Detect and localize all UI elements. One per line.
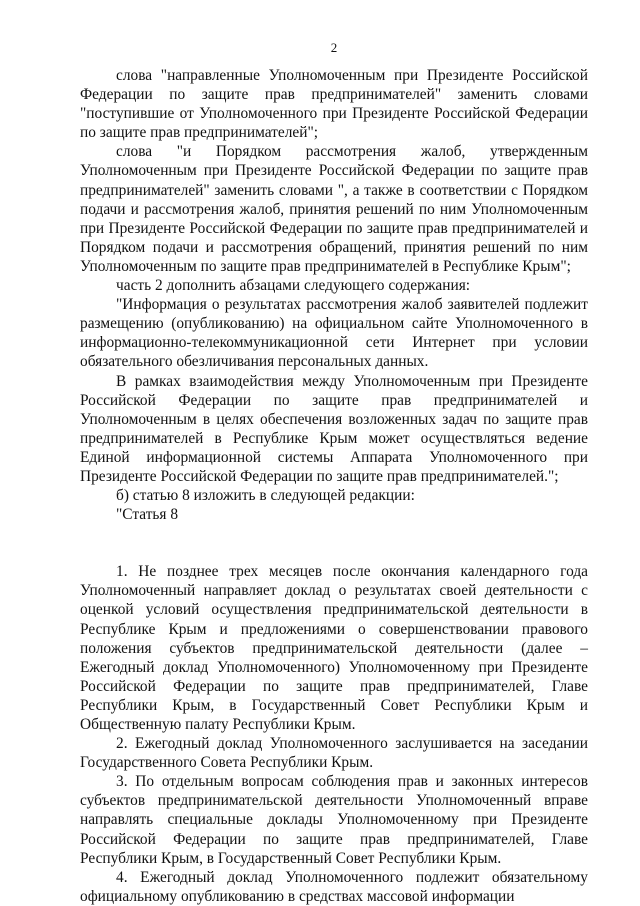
paragraph-part-2-amendment: часть 2 дополнить абзацами следующего содержания: <box>116 277 471 295</box>
paragraph-article-8-intro: б) статью 8 изложить в следующей редакции: <box>116 487 415 505</box>
document-page <box>80 40 588 906</box>
paragraph-interaction: В рамках взаимодействия между Уполномоченным при Президенте Российской Федерации по защите прав предпринимателей и Уполномоченным в целях обеспечения возложенных задач по защите прав предпринимателей в Республике Крым может осуществляться ведение Единой информационной системы Аппарата Уполномоченного при Президенте Российской Федерации по защите прав предпринимателей."; <box>80 372 588 485</box>
paragraph-replace-words-1: слова "направленные Уполномоченным при Президенте Российской Федерации по защите прав предпринимателей" заменить словами "поступившие от Уполномоченного при Президенте Российской Федерации по защите прав предпринимателей"; <box>80 67 588 142</box>
section-gap <box>80 524 588 562</box>
paragraph-replace-words-2: слова "и Порядком рассмотрения жалоб, утвержденным Уполномоченным при Президенте Российской Федерации по защите прав предпринимателей" заменить словами ", а также в соответствии с Порядком подачи и рассмотрения жалоб, принятия решений по ним Уполномоченным при Президенте Российской Федерации по защите прав предпринимателей и Порядком подачи и рассмотрения обращений, принятия решений по ним Уполномоченным по защите прав предпринимателей в Республике Крым"; <box>80 143 588 275</box>
article-8-clause-1: 1. Не позднее трех месяцев после окончания календарного года Уполномоченный направляет доклад о результатах своей деятельности с оценкой условий осуществления предпринимательской деятельности в Республике Крым и предложениями о совершенствовании правового положения субъектов предпринимательской деятельности (далее – Ежегодный доклад Уполномоченного) Уполномоченному при Президенте Российской Федерации по защите прав предпринимателей, Главе Республики Крым, в Государственный Совет Республики Крым и Общественную палату Республики Крым. <box>80 563 588 733</box>
page-number: 2 <box>330 40 338 55</box>
article-8-clause-3: 3. По отдельным вопросам соблюдения прав и законных интересов субъектов предпринимательской деятельности Уполномоченный вправе направлять специальные доклады Уполномоченному при Президенте Российской Федерации по защите прав предпринимателей, Главе Республики Крым, в Государственный Совет Республики Крым. <box>80 773 588 867</box>
article-8-clause-4: 4. Ежегодный доклад Уполномоченного подлежит обязательному официальному опубликованию в средствах массовой информации <box>80 868 588 905</box>
paragraph-complaint-info: "Информация о результатах рассмотрения жалоб заявителей подлежит размещению (опубликованию) на официальном сайте Уполномоченного в информационно-телекоммуникационной сети Интернет при условии обязательного обезличивания персональных данных. <box>80 296 588 371</box>
article-8-heading: "Статья 8 <box>116 506 179 524</box>
article-8-clause-2: 2. Ежегодный доклад Уполномоченного заслушивается на заседании Государственного Совета Республики Крым. <box>80 735 588 772</box>
